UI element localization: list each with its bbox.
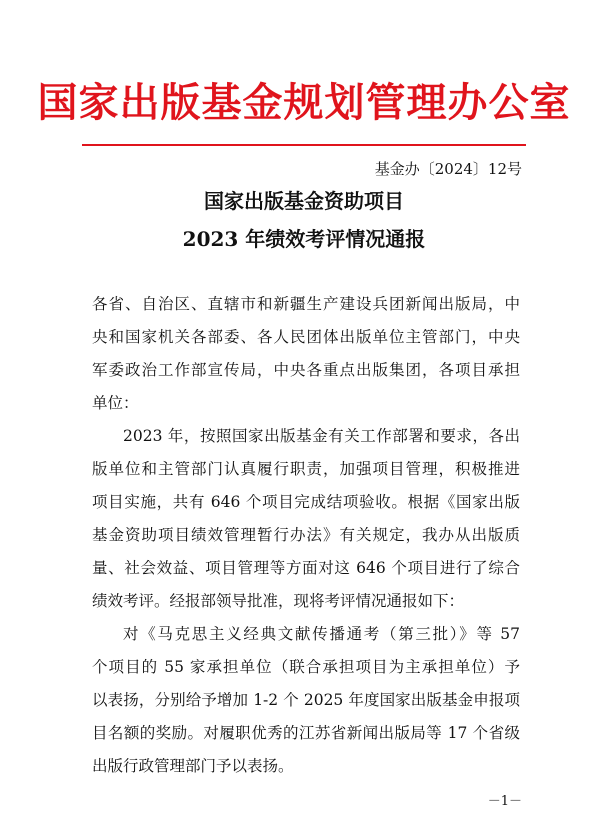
page-number: －1－ [487, 794, 522, 809]
paragraph-2-line: 个项目的 55 家承担单位（联合承担项目为主承担单位）予 [92, 658, 520, 676]
document-number: 基金办〔2024〕12号 [374, 160, 522, 178]
salutation-line: 各省、自治区、直辖市和新疆生产建设兵团新闻出版局，中 [92, 295, 520, 313]
issuing-organization-title: 国家出版基金规划管理办公室 [37, 79, 571, 126]
paragraph-1-line: 绩效考评。经报部领导批准，现将考评情况通报如下： [92, 592, 465, 610]
salutation-line: 央和国家机关各部委、各人民团体出版单位主管部门，中央 [92, 328, 520, 346]
paragraph-1-line: 项目实施，共有 646 个项目完成结项验收。根据《国家出版 [92, 493, 520, 511]
salutation-line: 单位： [92, 394, 139, 412]
document-title-line-1: 国家出版基金资助项目 [204, 189, 404, 213]
paragraph-1-line: 基金资助项目绩效管理暂行办法》有关规定，我办从出版质 [92, 526, 520, 544]
paragraph-1-line: 2023 年，按照国家出版基金有关工作部署和要求，各出 [123, 427, 520, 445]
paragraph-1-line: 量、社会效益、项目管理等方面对这 646 个项目进行了综合 [92, 559, 520, 577]
salutation-line: 军委政治工作部宣传局，中央各重点出版集团，各项目承担 [92, 361, 520, 379]
paragraph-2-line: 以表扬，分别给予增加 1-2 个 2025 年度国家出版基金申报项 [92, 691, 520, 709]
red-header-rule [82, 144, 526, 146]
document-title-line-2: 2023 年绩效考评情况通报 [182, 227, 426, 251]
paragraph-2-line: 对《马克思主义经典文献传播通考（第三批）》等 57 [123, 625, 520, 643]
paragraph-2-line: 目名额的奖励。对履职优秀的江苏省新闻出版局等 17 个省级 [92, 724, 520, 742]
paragraph-1-line: 版单位和主管部门认真履行职责，加强项目管理，积极推进 [92, 460, 520, 478]
paragraph-2-line: 出版行政管理部门予以表扬。 [92, 757, 294, 775]
